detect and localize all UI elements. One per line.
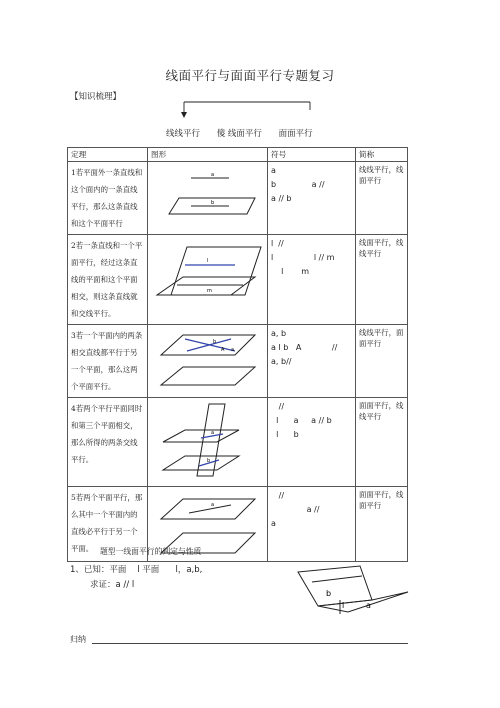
fig-label-a: a [211, 172, 215, 178]
relation-summary [166, 127, 327, 139]
abbr-text: 线面平行，线线平行 [356, 235, 408, 325]
table-header-row [68, 148, 408, 162]
theorem-text: 1若平面外一条直线和这个面内的一条直线平行，那么这条直线和这个平面平行 [68, 162, 148, 235]
figure-intersecting-planes [151, 237, 263, 305]
symbol-text: l // l l // m l m [268, 235, 356, 325]
fig-label-a: a [231, 347, 235, 353]
symbol-text: // a // a [268, 487, 356, 562]
header-figure: 图形 [148, 148, 268, 162]
symbol-text: a, b a l b A // a, b// [268, 325, 356, 398]
abbr-text: 线线平行，面面平行 [356, 325, 408, 398]
question-figure [290, 562, 420, 618]
figure-three-planes [151, 400, 263, 482]
fig-label-a: a [211, 430, 215, 436]
abbr-text: 面面平行，线面平行 [356, 487, 408, 562]
summary-left: 线线平行 [166, 129, 201, 139]
question-given: 1、已知：平面 l 平面 l，a,b, [70, 565, 203, 575]
header-symbol: 符号 [268, 148, 356, 162]
summary-answer-line[interactable] [92, 643, 408, 644]
fig-label-b: b [211, 200, 215, 206]
section-caption: 题型一线面平行的判定与性质 [100, 547, 202, 556]
section-label: 【知识梳理】 [70, 92, 122, 102]
theorem-text: 3若一个平面内的两条相交直线都平行于另一个平面，那么这两个平面平行。 [68, 325, 148, 398]
fig-label-b: b [213, 339, 217, 345]
figure-cell [148, 235, 268, 325]
qfig-label-b: b [326, 589, 332, 598]
abbr-text: 线线平行，线面平行 [356, 162, 408, 235]
table-row [68, 398, 408, 487]
relation-arrows [170, 96, 320, 122]
theorem-text: 4若两个平行平面同时和第三个平面相交，那么所得的两条交线平行。 [68, 398, 148, 487]
summary-right: 面面平行 [278, 129, 313, 139]
qfig-label-l: l [342, 601, 345, 610]
fig-label-A: A [221, 347, 225, 353]
fig-label-b: b [207, 458, 211, 464]
abbr-text: 面面平行，线线平行 [356, 398, 408, 487]
figure-cell [148, 325, 268, 398]
summary-label: 归纳 [70, 635, 86, 644]
symbol-text: // l a a // b l b [268, 398, 356, 487]
table-row [68, 235, 408, 325]
question-prove: 求证：a // l [90, 580, 135, 590]
figure-line-plane [151, 164, 263, 226]
table-row [68, 162, 408, 235]
theorem-text: 2若一条直线和一个平面平行，经过这条直线的平面和这个平面相交，则这条直线就和交线平行。 [68, 235, 148, 325]
theorem-text: 5若两个平面平行，那么其中一个平面内的直线必平行于另一个平面。 [68, 487, 148, 562]
figure-cell [148, 398, 268, 487]
symbol-text: a b a // a // b [268, 162, 356, 235]
header-theorem: 定理 [68, 148, 148, 162]
fig-label-m: m [207, 288, 212, 294]
qfig-label-a: a [366, 601, 371, 610]
theorem-table [67, 147, 408, 562]
header-abbr: 简称 [356, 148, 408, 162]
figure-cell [148, 162, 268, 235]
figure-parallel-planes [151, 327, 263, 389]
table-row [68, 325, 408, 398]
page-title: 线面平行与面面平行专题复习 [165, 68, 335, 83]
fig-label-l: l [207, 258, 209, 264]
fig-label-a: a [211, 502, 215, 508]
summary-middle: 傻 线面平行 [216, 129, 262, 139]
